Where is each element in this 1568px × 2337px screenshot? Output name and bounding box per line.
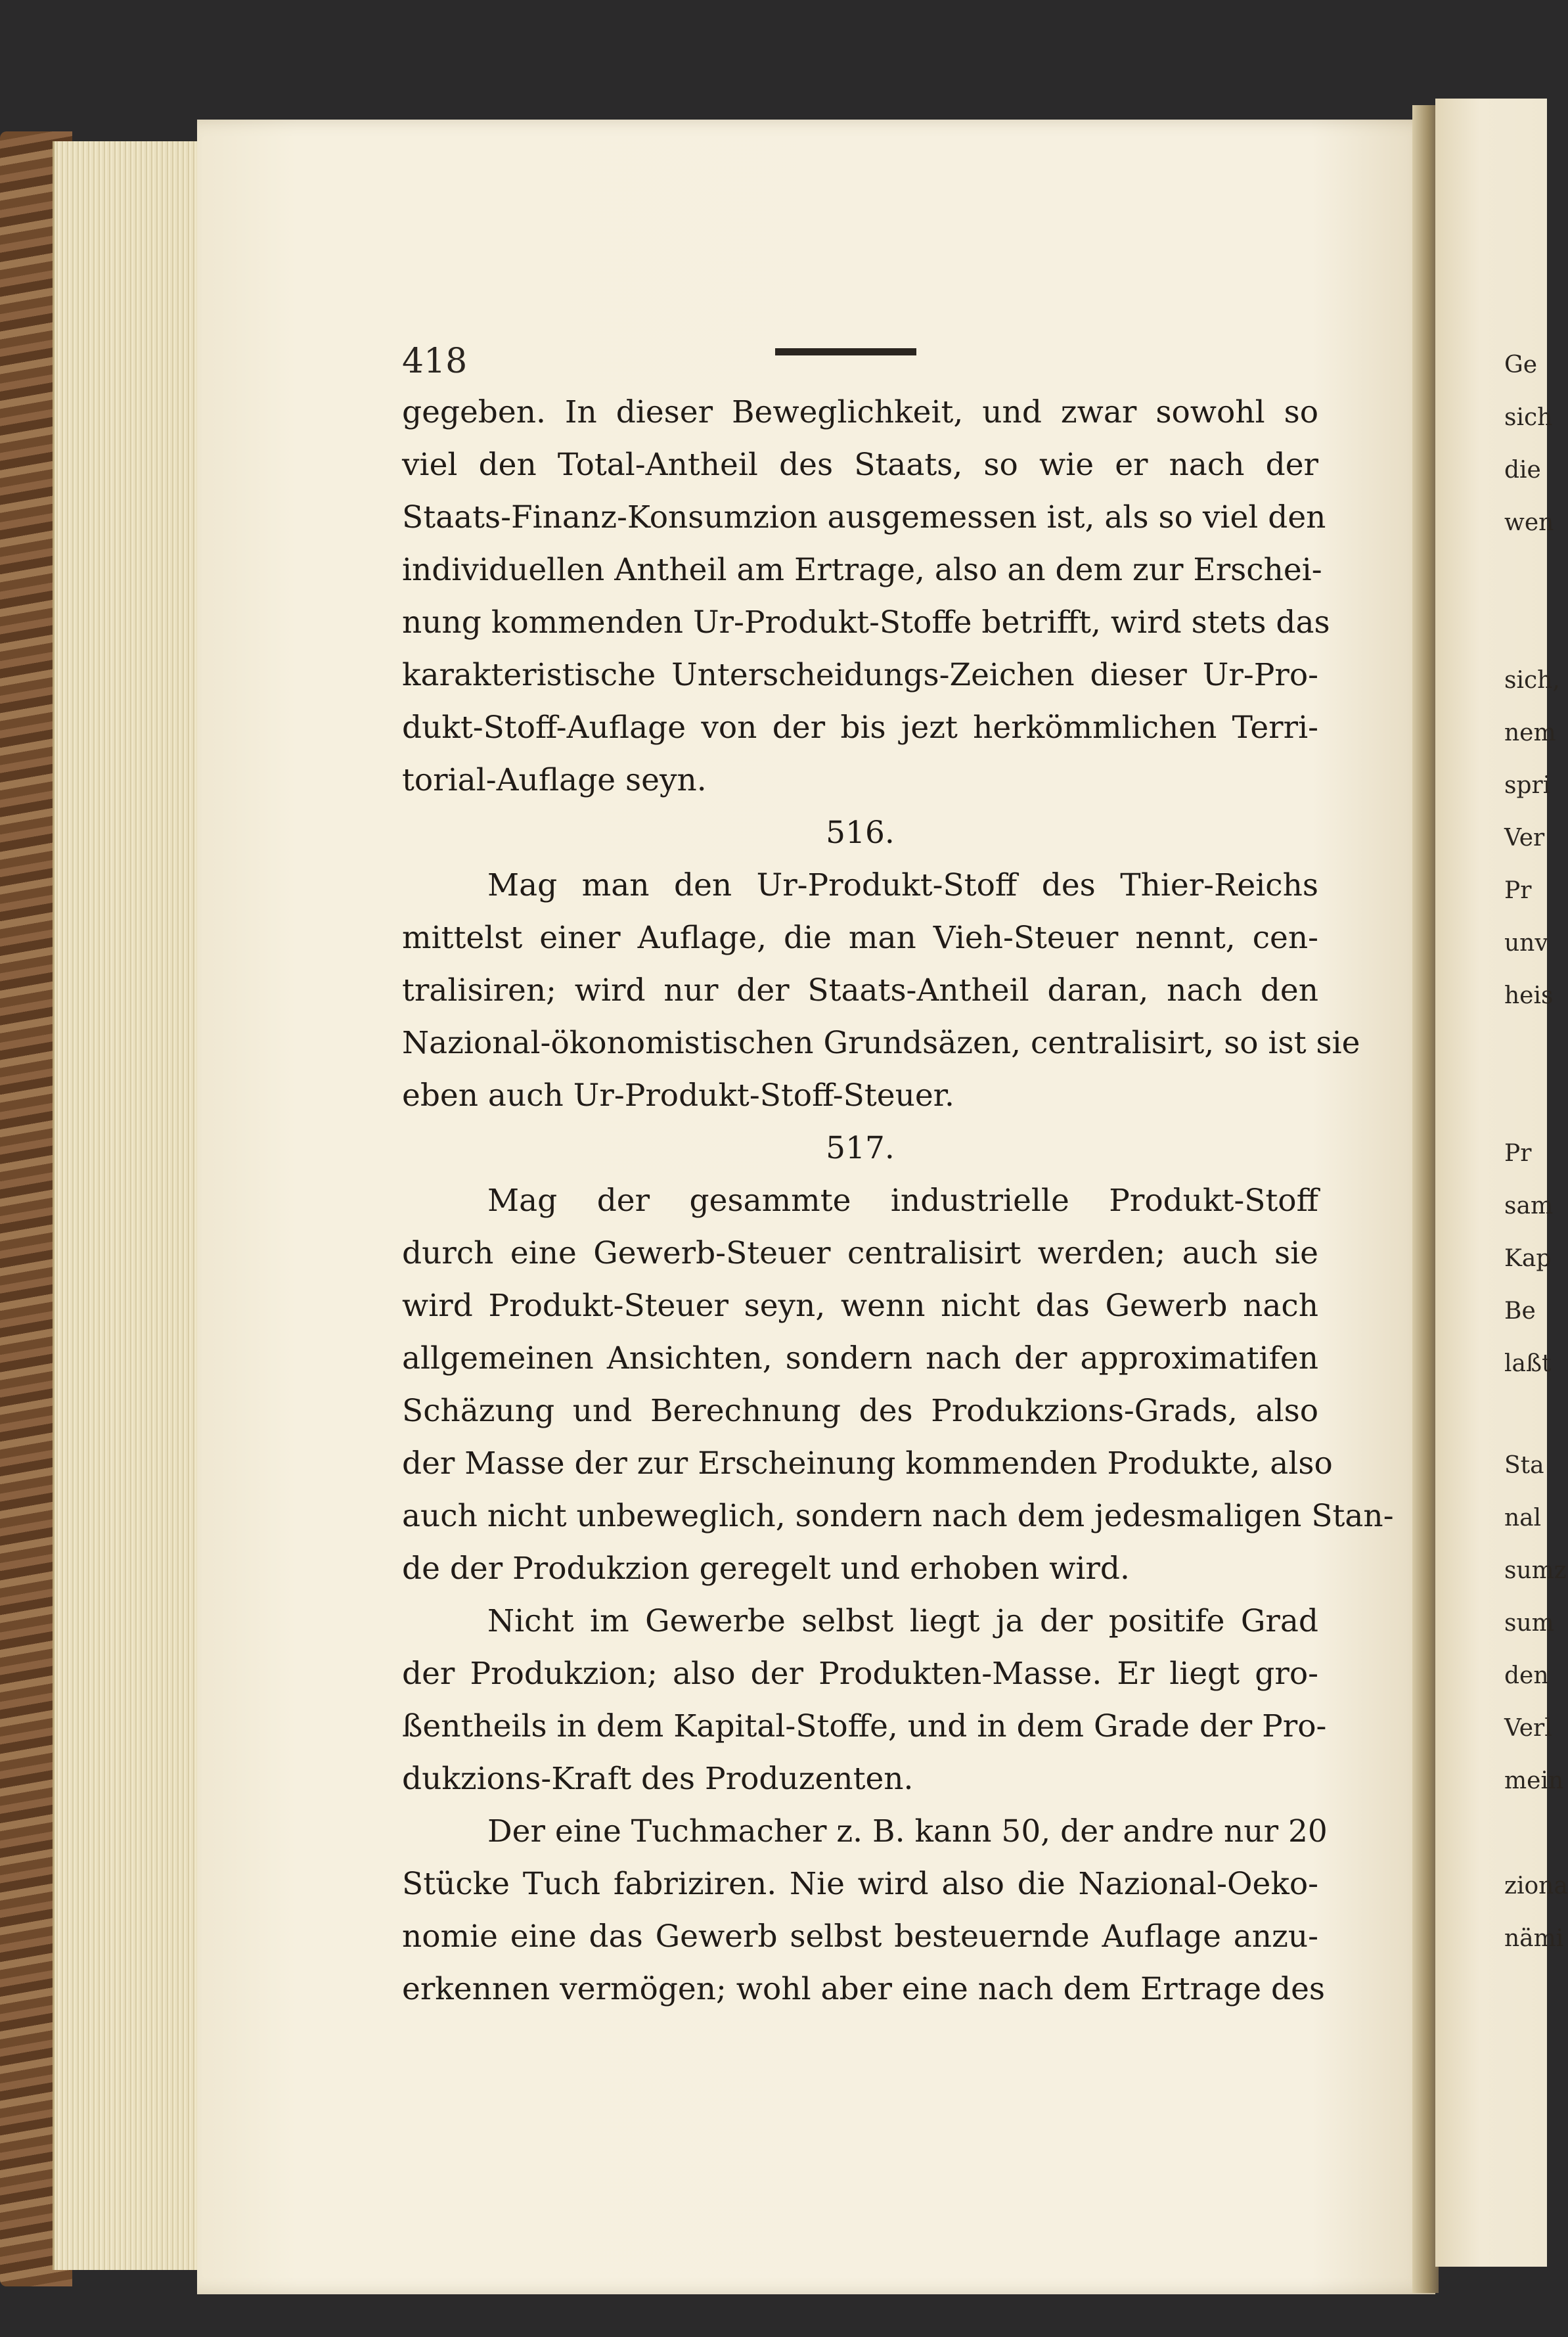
margin-fragment: Pr (1504, 877, 1532, 904)
margin-fragment: nal (1504, 1505, 1542, 1532)
text-line: durch eine Gewerb-Steuer centralisirt werden; auch sie (402, 1235, 1318, 1271)
body-text (402, 386, 1394, 2016)
text-line: Stücke Tuch fabriziren. Nie wird also die Nazional-Oeko- (402, 1866, 1318, 1902)
margin-fragment: sich (1504, 404, 1553, 431)
margin-fragment: mein (1504, 1767, 1564, 1794)
text-line: erkennen vermögen; wohl aber eine nach dem Ertrage des (402, 1971, 1325, 2007)
text-line: wird Produkt-Steuer seyn, wenn nicht das Gewerb nach (402, 1288, 1318, 1324)
margin-fragment: heis (1504, 982, 1554, 1009)
page-number: 418 (402, 342, 468, 381)
margin-fragment: Be (1504, 1298, 1536, 1325)
text-line: tralisiren; wird nur der Staats-Antheil daran, nach den (402, 972, 1318, 1009)
gutter (1412, 105, 1439, 2293)
margin-fragment: Verl (1504, 1715, 1552, 1742)
margin-fragment: laßt (1504, 1350, 1552, 1377)
header-rule (775, 348, 916, 355)
text-line: Nazional-ökonomistischen Grundsäzen, centralisirt, so ist sie (402, 1025, 1360, 1061)
margin-fragment: Ge (1504, 352, 1538, 378)
margin-fragment: den (1504, 1662, 1549, 1689)
margin-fragment: spri (1504, 772, 1551, 799)
section-number-517: 517. (826, 1130, 895, 1166)
margin-fragment: unv (1504, 930, 1548, 957)
text-line: viel den Total-Antheil des Staats, so wie er nach der (402, 447, 1318, 483)
text-line: dukt-Stoff-Auflage von der bis jezt herkömmlichen Terri- (402, 710, 1318, 746)
margin-fragment: Sta (1504, 1452, 1544, 1479)
text-line: auch nicht unbeweglich, sondern nach dem jedesmaligen Stan- (402, 1498, 1394, 1534)
margin-fragment: sumz (1504, 1557, 1567, 1584)
text-line: Schäzung und Berechnung des Produkzions-Grads, also (402, 1393, 1318, 1429)
text-line: Nicht im Gewerbe selbst liegt ja der positife Grad (487, 1603, 1318, 1639)
text-line: nung kommenden Ur-Produkt-Stoffe betrifft, wird stets das (402, 604, 1330, 641)
text-line: allgemeinen Ansichten, sondern nach der approximatifen (402, 1340, 1318, 1376)
margin-fragment: sum (1504, 1610, 1554, 1637)
text-line: ßentheils in dem Kapital-Stoffe, und in dem Grade der Pro- (402, 1708, 1327, 1744)
margin-fragment: sich, (1504, 667, 1560, 694)
text-line: nomie eine das Gewerb selbst besteuernde Auflage anzu- (402, 1918, 1318, 1955)
text-line: Mag man den Ur-Produkt-Stoff des Thier-Reichs (487, 867, 1318, 903)
text-line: karakteristische Unterscheidungs-Zeichen dieser Ur-Pro- (402, 657, 1318, 693)
margin-fragment: sam (1504, 1192, 1554, 1219)
text-line: torial-Auflage seyn. (402, 762, 707, 798)
margin-fragment: nem (1504, 719, 1556, 746)
section-number-516: 516. (826, 815, 895, 851)
text-line: gegeben. In dieser Beweglichkeit, und zwar sowohl so (402, 394, 1318, 430)
text-line: Der eine Tuchmacher z. B. kann 50, der andre nur 20 (487, 1813, 1328, 1849)
margin-fragment: nämi (1504, 1925, 1564, 1952)
text-line: der Produkzion; also der Produkten-Masse. Er liegt gro- (402, 1656, 1318, 1692)
text-line: dukzions-Kraft des Produzenten. (402, 1761, 914, 1797)
margin-fragment: ziona (1504, 1872, 1568, 1899)
text-line: eben auch Ur-Produkt-Stoff-Steuer. (402, 1078, 954, 1114)
text-line: der Masse der zur Erscheinung kommenden Produkte, also (402, 1445, 1333, 1482)
margin-fragment: die (1504, 457, 1541, 484)
text-line: Mag der gesammte industrielle Produkt-Stoff (487, 1183, 1318, 1219)
next-page-margin-text (1504, 342, 1568, 2050)
margin-fragment: Kap (1504, 1245, 1552, 1272)
page-edges (53, 141, 215, 2270)
margin-fragment: Ver (1504, 825, 1545, 851)
margin-fragment: wen (1504, 509, 1554, 536)
text-line: individuellen Antheil am Ertrage, also an dem zur Erschei- (402, 552, 1322, 588)
margin-fragment: Pr (1504, 1140, 1532, 1167)
text-line: de der Produkzion geregelt und erhoben wird. (402, 1551, 1130, 1587)
text-line: mittelst einer Auflage, die man Vieh-Steuer nennt, cen- (402, 920, 1318, 956)
text-line: Staats-Finanz-Konsumzion ausgemessen ist, als so viel den (402, 499, 1326, 535)
